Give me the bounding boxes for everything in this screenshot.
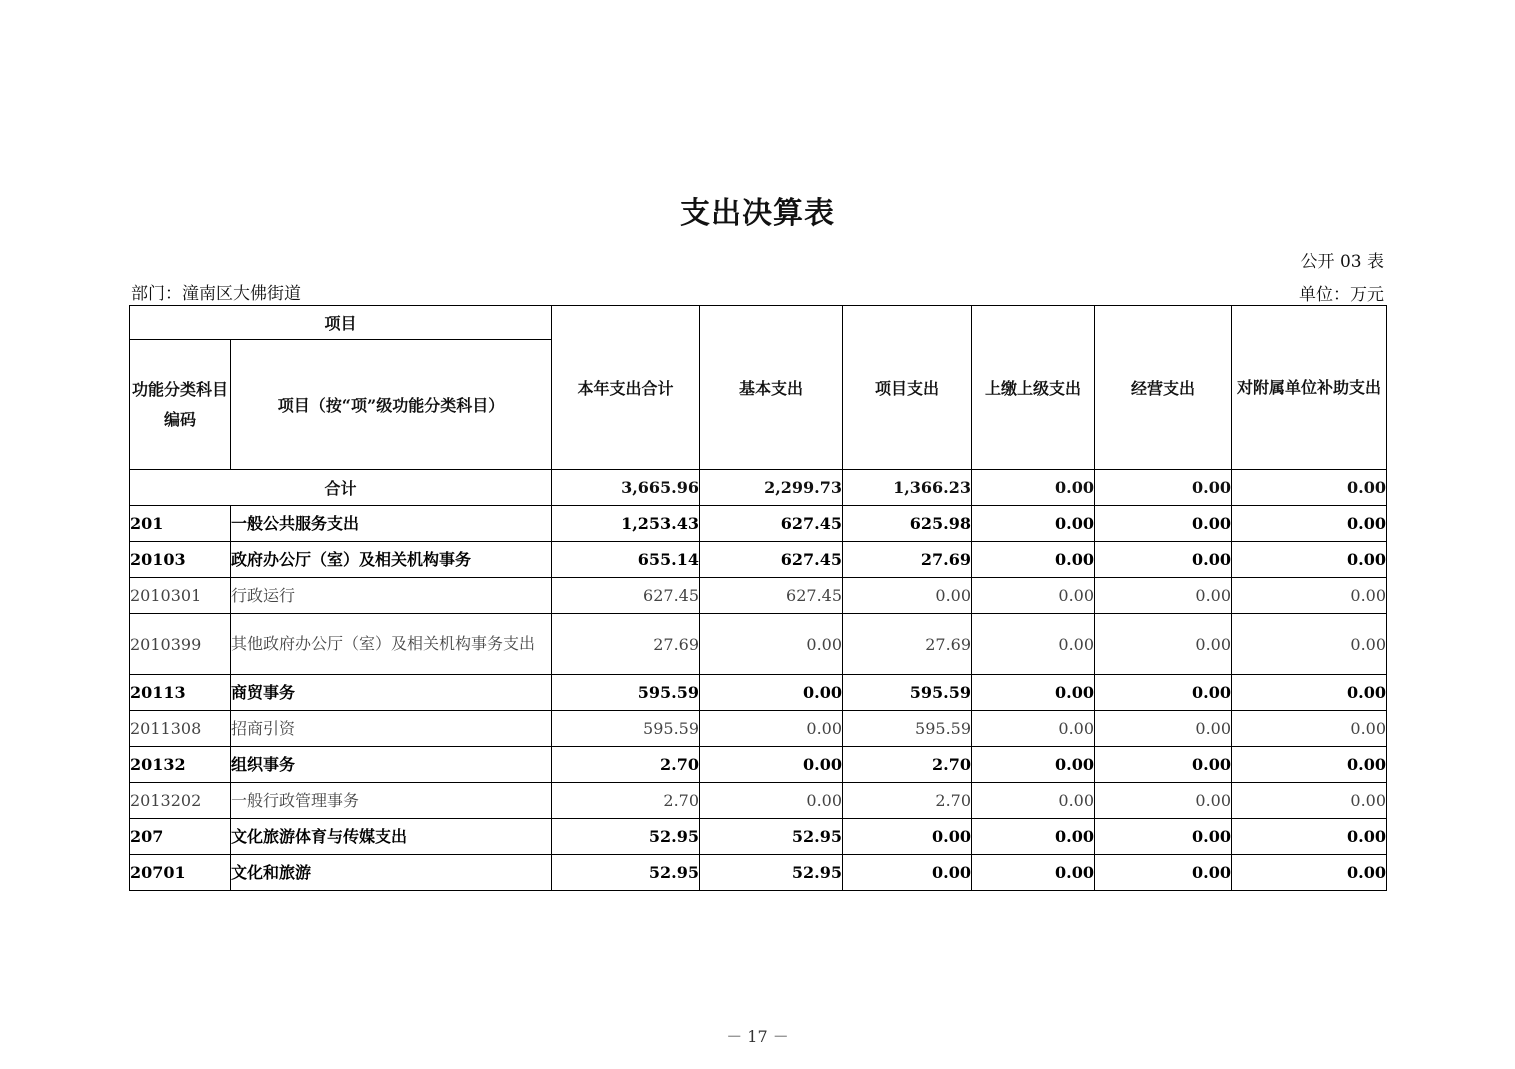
row-subsidy: 0.00 [1232,783,1387,819]
table-row [130,578,1387,614]
row-project-expense: 0.00 [843,819,972,855]
table-row [130,819,1387,855]
header-basic: 基本支出 [700,306,843,470]
total-cell-project: 1,366.23 [843,470,972,506]
row-business: 0.00 [1095,675,1232,711]
row-total: 52.95 [552,855,700,891]
row-name: 文化旅游体育与传媒支出 [231,819,552,855]
header-code [130,340,231,470]
row-basic: 0.00 [700,711,843,747]
row-subsidy: 0.00 [1232,506,1387,542]
table-row [130,855,1387,891]
row-subsidy: 0.00 [1232,578,1387,614]
row-business: 0.00 [1095,711,1232,747]
row-upper: 0.00 [972,819,1095,855]
row-business: 0.00 [1095,747,1232,783]
row-project-expense: 595.59 [843,675,972,711]
total-cell-basic: 2,299.73 [700,470,843,506]
row-business: 0.00 [1095,542,1232,578]
row-name: 商贸事务 [231,675,552,711]
row-code: 20701 [130,855,231,891]
row-name: 组织事务 [231,747,552,783]
form-number: 公开 03 表 [1300,252,1384,272]
row-code: 2010301 [130,578,231,614]
row-upper: 0.00 [972,783,1095,819]
row-business: 0.00 [1095,855,1232,891]
row-total: 655.14 [552,542,700,578]
table-row [130,783,1387,819]
row-basic: 52.95 [700,819,843,855]
row-code: 2013202 [130,783,231,819]
row-code: 20113 [130,675,231,711]
row-upper: 0.00 [972,747,1095,783]
row-total: 2.70 [552,783,700,819]
row-upper: 0.00 [972,855,1095,891]
row-business: 0.00 [1095,578,1232,614]
row-upper: 0.00 [972,578,1095,614]
row-upper: 0.00 [972,614,1095,675]
expenditure-table [129,305,1387,891]
row-business: 0.00 [1095,819,1232,855]
row-basic: 627.45 [700,542,843,578]
header-project: 项目 [130,306,552,340]
table-row [130,675,1387,711]
header-business: 经营支出 [1095,306,1232,470]
row-name: 一般行政管理事务 [231,783,552,819]
row-code: 2010399 [130,614,231,675]
total-label: 合计 [130,470,552,506]
row-name: 文化和旅游 [231,855,552,891]
row-basic: 0.00 [700,614,843,675]
row-name: 其他政府办公厅（室）及相关机构事务支出 [231,614,552,675]
row-project-expense: 595.59 [843,711,972,747]
row-business: 0.00 [1095,783,1232,819]
header-project-expense: 项目支出 [843,306,972,470]
row-name: 招商引资 [231,711,552,747]
row-total: 27.69 [552,614,700,675]
table-row [130,542,1387,578]
row-basic: 0.00 [700,747,843,783]
row-basic: 627.45 [700,578,843,614]
total-cell-upper: 0.00 [972,470,1095,506]
row-project-expense: 27.69 [843,542,972,578]
row-code: 20103 [130,542,231,578]
row-subsidy: 0.00 [1232,542,1387,578]
row-name: 一般公共服务支出 [231,506,552,542]
row-subsidy: 0.00 [1232,855,1387,891]
row-total: 595.59 [552,711,700,747]
department-label: 部门：潼南区大佛街道 [131,284,301,304]
row-project-expense: 0.00 [843,578,972,614]
row-project-expense: 2.70 [843,783,972,819]
table-row [130,747,1387,783]
total-cell-business: 0.00 [1095,470,1232,506]
table-row [130,711,1387,747]
row-project-expense: 0.00 [843,855,972,891]
row-code: 207 [130,819,231,855]
row-subsidy: 0.00 [1232,675,1387,711]
header-name: 项目（按“项”级功能分类科目） [231,340,552,470]
header-upper-level: 上缴上级支出 [972,306,1095,470]
table-row [130,614,1387,675]
row-project-expense: 625.98 [843,506,972,542]
row-upper: 0.00 [972,506,1095,542]
total-cell-subsidy: 0.00 [1232,470,1387,506]
row-total: 1,253.43 [552,506,700,542]
row-basic: 52.95 [700,855,843,891]
row-name: 行政运行 [231,578,552,614]
header-total: 本年支出合计 [552,306,700,470]
row-basic: 0.00 [700,675,843,711]
row-total: 627.45 [552,578,700,614]
page-number: － 17 － [726,1027,789,1046]
row-subsidy: 0.00 [1232,711,1387,747]
row-upper: 0.00 [972,711,1095,747]
table-row [130,506,1387,542]
row-project-expense: 2.70 [843,747,972,783]
row-basic: 0.00 [700,783,843,819]
row-business: 0.00 [1095,614,1232,675]
row-upper: 0.00 [972,675,1095,711]
row-subsidy: 0.00 [1232,614,1387,675]
row-upper: 0.00 [972,542,1095,578]
row-business: 0.00 [1095,506,1232,542]
header-subsidy-text: 对附属单位补助支出 [1237,377,1382,397]
header-code-text: 功能分类科目编码 [132,379,229,429]
row-project-expense: 27.69 [843,614,972,675]
row-basic: 627.45 [700,506,843,542]
row-subsidy: 0.00 [1232,819,1387,855]
row-subsidy: 0.00 [1232,747,1387,783]
unit-label: 单位：万元 [1299,285,1384,305]
row-total: 2.70 [552,747,700,783]
row-total: 595.59 [552,675,700,711]
row-total: 52.95 [552,819,700,855]
row-name: 政府办公厅（室）及相关机构事务 [231,542,552,578]
row-code: 20132 [130,747,231,783]
row-code: 2011308 [130,711,231,747]
total-cell-total: 3,665.96 [552,470,700,506]
total-row [130,470,1387,506]
page-title: 支出决算表 [680,196,835,231]
header-subsidy [1232,306,1387,470]
row-code: 201 [130,506,231,542]
